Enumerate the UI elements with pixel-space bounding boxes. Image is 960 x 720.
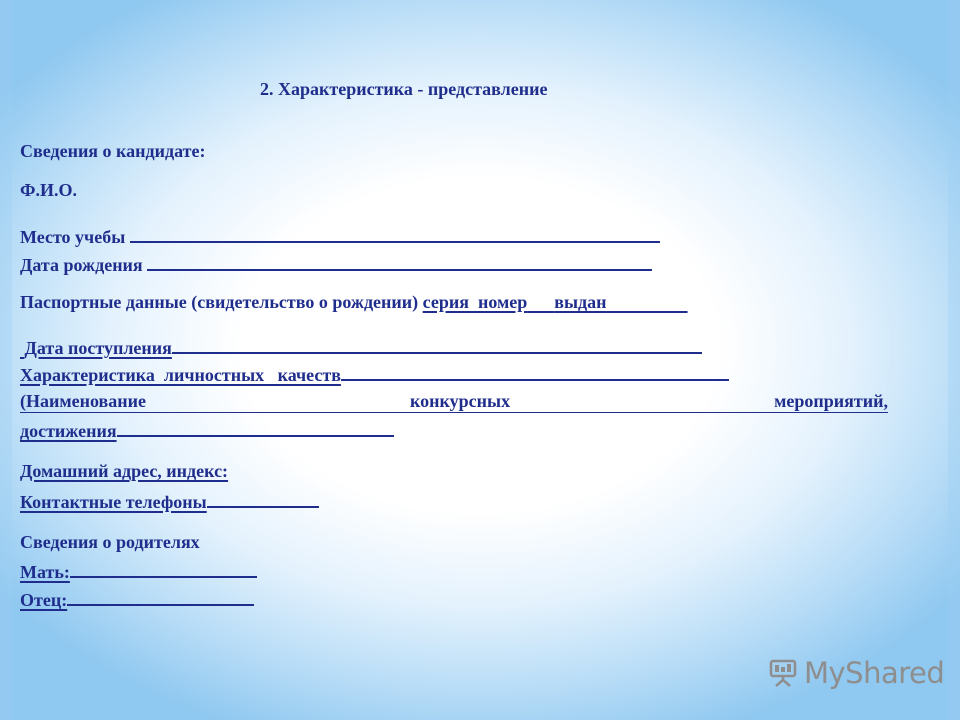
personal-traits-row xyxy=(20,362,729,386)
father-blank xyxy=(67,587,254,606)
contest-events-row xyxy=(20,390,888,413)
birth-date-label: Дата рождения xyxy=(20,255,143,275)
watermark-text: MyShared xyxy=(804,656,945,690)
parents-info-heading: Сведения о родителях xyxy=(20,532,200,552)
fio-label: Ф.И.О. xyxy=(20,180,77,200)
candidate-info-heading: Сведения о кандидате: xyxy=(20,141,206,161)
passport-series-label: серия xyxy=(422,292,469,312)
phones-row xyxy=(20,489,319,513)
phones-label: Контактные телефоны xyxy=(20,492,207,512)
passport-fields xyxy=(423,292,688,312)
contest-word-contest: конкурсных xyxy=(410,391,511,411)
home-address-row xyxy=(20,460,228,482)
achievements-blank xyxy=(117,418,394,437)
passport-issued-label: выдан xyxy=(554,292,607,312)
admission-date-blank xyxy=(172,335,702,354)
admission-date-field xyxy=(20,338,172,358)
phones-blank xyxy=(207,489,319,508)
personal-traits-label: Характеристика личностных качеств xyxy=(20,365,341,385)
study-place-row xyxy=(20,224,660,248)
contest-word-events: мероприятий, xyxy=(774,391,888,411)
birth-date-row xyxy=(20,252,652,276)
father-row xyxy=(20,587,254,611)
myshared-watermark xyxy=(768,656,944,690)
study-place-blank xyxy=(130,224,660,243)
achievements-label: достижения xyxy=(20,421,117,441)
presentation-board-icon xyxy=(768,658,798,688)
page-title: 2. Характеристика - представление xyxy=(260,79,548,99)
admission-date-label: Дата поступления xyxy=(24,338,172,358)
mother-row xyxy=(20,559,257,583)
passport-label: Паспортные данные (свидетельство о рождении) xyxy=(20,292,419,312)
passport-number-label: номер xyxy=(477,292,528,312)
father-label: Отец: xyxy=(20,590,68,610)
passport-row xyxy=(20,291,688,313)
birth-date-blank xyxy=(147,252,652,271)
personal-traits-blank xyxy=(341,362,729,381)
study-place-label: Место учебы xyxy=(20,227,126,247)
home-address-label: Домашний адрес, индекс: xyxy=(20,461,229,481)
achievements-row xyxy=(20,418,394,442)
mother-blank xyxy=(70,559,257,578)
mother-label: Мать: xyxy=(20,562,70,582)
contest-word-naming: (Наименование xyxy=(20,391,146,411)
admission-date-row xyxy=(20,335,702,359)
